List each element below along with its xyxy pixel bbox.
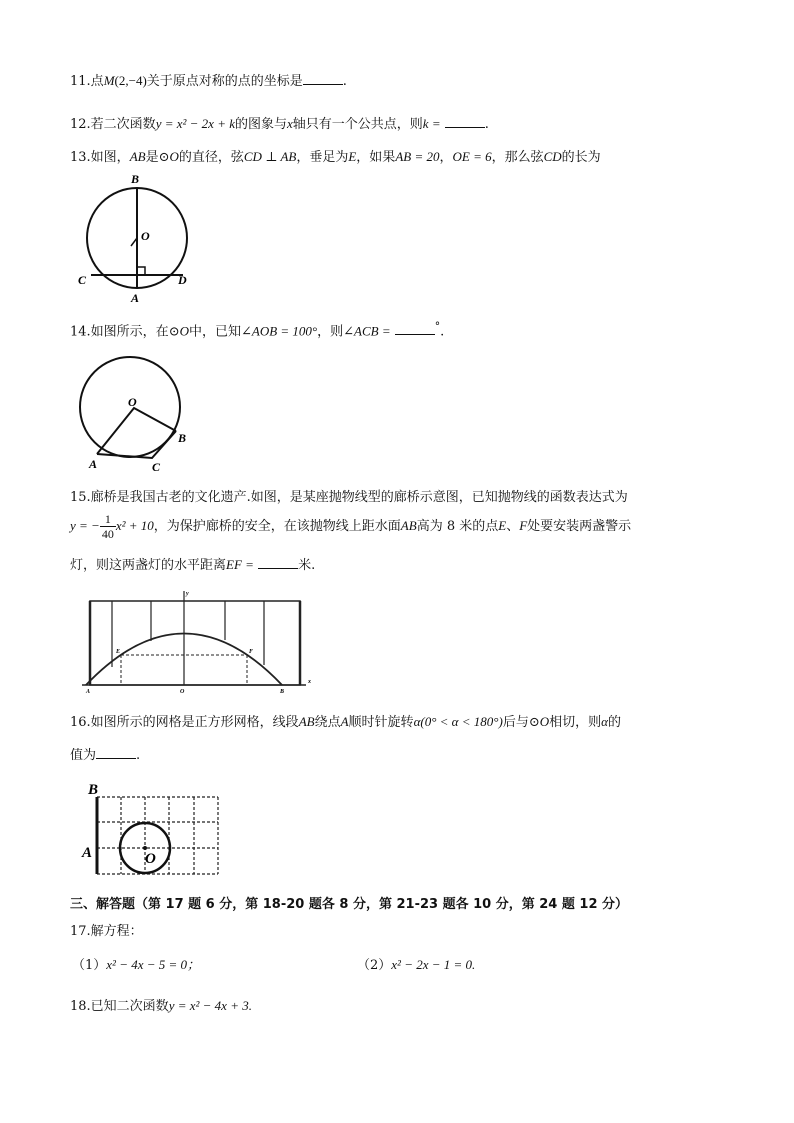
q15-t2: 高为 8 米的点 bbox=[416, 519, 499, 534]
q15-f: F bbox=[519, 518, 528, 533]
question-17-part-2 bbox=[357, 956, 475, 975]
fig16-center-point bbox=[143, 846, 147, 850]
fig16-label-b: B bbox=[88, 782, 99, 798]
q13-ab: AB bbox=[129, 149, 146, 164]
q13-t6: ，那么弦 bbox=[491, 150, 544, 165]
q12-mid: 的图象与 bbox=[234, 117, 287, 132]
q13-t3: ，垂足为 bbox=[296, 150, 349, 165]
fig16-grid bbox=[97, 797, 218, 874]
fig13-label-o: O bbox=[141, 229, 150, 243]
figure-14-circle-diagram bbox=[72, 350, 202, 475]
q11-text: 关于原点对称的点的坐标是 bbox=[146, 74, 303, 89]
q16-alpha-range: α(0° < α < 180°) bbox=[413, 714, 503, 729]
section-3-heading: 三、解答题（第 17 题 6 分，第 18-20 题各 8 分，第 21-23 题各 10 分，第 24 题 12 分） bbox=[70, 897, 629, 912]
q14-angle-acb: ∠ACB = bbox=[343, 323, 391, 339]
q15-t4: 处要安装两盏警示 bbox=[527, 519, 632, 534]
q14-circle: ⊙O bbox=[168, 323, 189, 339]
q13-t4: ，如果 bbox=[356, 150, 396, 165]
q16-answer-blank[interactable] bbox=[96, 746, 136, 759]
fig15-label-y: y bbox=[186, 591, 189, 597]
q16-ab: AB bbox=[298, 714, 315, 729]
q12-text: 轴只有一个公共点，则 bbox=[292, 117, 423, 132]
q13-prefix: 13.如图， bbox=[70, 150, 130, 165]
fig14-chords bbox=[97, 431, 176, 458]
q12-answer-blank[interactable] bbox=[445, 115, 485, 128]
q11-point: M bbox=[103, 73, 115, 88]
q13-circle: ⊙O bbox=[158, 149, 179, 164]
q14-answer-blank[interactable] bbox=[395, 322, 435, 335]
q16-t2: 顺时针旋转 bbox=[348, 715, 414, 730]
q15-ef: EF = bbox=[226, 557, 254, 572]
fig14-label-a: A bbox=[89, 457, 98, 471]
q12-end: . bbox=[484, 117, 489, 132]
q12-x: x bbox=[287, 116, 293, 131]
q15-answer-blank[interactable] bbox=[258, 556, 298, 569]
fig15-label-o: O bbox=[180, 689, 185, 695]
q15-fraction bbox=[100, 512, 116, 541]
question-14 bbox=[70, 318, 444, 341]
q17-p2-equation: x² − 2x − 1 = 0. bbox=[391, 957, 476, 972]
q16-t3: 后与 bbox=[502, 715, 529, 730]
q12-k: k = bbox=[422, 116, 441, 131]
figure-15-bridge-diagram bbox=[78, 585, 318, 695]
q14-t2: ，则 bbox=[317, 324, 344, 340]
q16-t4: 相切，则 bbox=[549, 715, 602, 730]
q18-prefix: 18.已知二次函数 bbox=[70, 999, 169, 1014]
q15-numerator: 1 bbox=[100, 512, 116, 527]
q11-answer-blank[interactable] bbox=[303, 72, 343, 85]
question-16-line-1 bbox=[70, 713, 621, 732]
fig14-label-o: O bbox=[128, 395, 137, 409]
q13-t1: 是 bbox=[145, 150, 159, 165]
question-16-line-2 bbox=[70, 746, 140, 765]
q16-line2: 值为 bbox=[70, 748, 97, 763]
fig13-label-c: C bbox=[78, 273, 87, 287]
q14-prefix: 14.如图所示，在 bbox=[70, 324, 169, 340]
q16-t1: 绕点 bbox=[314, 715, 341, 730]
q17-p2-label: （2） bbox=[357, 958, 392, 973]
fig14-label-c: C bbox=[152, 460, 161, 474]
q15-t1: ，为保护廊桥的安全，在该抛物线上距水面 bbox=[153, 519, 401, 534]
fig13-label-a: A bbox=[131, 291, 140, 305]
fig15-label-a: A bbox=[86, 689, 91, 695]
q13-ab-value: AB = 20 bbox=[395, 149, 440, 164]
question-15-line-2 bbox=[70, 512, 631, 541]
q16-circle: ⊙O bbox=[528, 714, 550, 729]
question-18 bbox=[70, 997, 252, 1016]
q14-angle-aob: ∠AOB = 100° bbox=[240, 323, 318, 339]
q14-degree: ° bbox=[434, 320, 441, 333]
q16-t5: 的 bbox=[607, 715, 621, 730]
figure-13-circle-diagram bbox=[75, 168, 205, 308]
question-17-title: 17.解方程： bbox=[70, 924, 143, 939]
q15-y: y = − bbox=[70, 518, 100, 533]
q11-prefix: 11.点 bbox=[70, 74, 104, 89]
q15-t3: 、 bbox=[506, 519, 520, 534]
question-13 bbox=[70, 148, 601, 167]
q11-coord: (2,−4) bbox=[114, 73, 147, 88]
fig13-label-d: D bbox=[178, 273, 187, 287]
q16-end: . bbox=[136, 748, 141, 763]
q13-t5: ， bbox=[439, 150, 453, 165]
q14-t1: 中，已知 bbox=[188, 324, 241, 340]
fig15-label-e: E bbox=[116, 649, 121, 655]
q17-p1-label: （1） bbox=[72, 958, 107, 973]
q13-t7: 的长为 bbox=[561, 150, 601, 165]
fig13-right-angle-mark bbox=[137, 267, 145, 275]
question-17-part-1 bbox=[72, 956, 200, 975]
q12-function: y = x² − 2x + k bbox=[155, 116, 235, 131]
q15-x2: x² + 10 bbox=[115, 518, 154, 533]
q13-e: E bbox=[348, 149, 357, 164]
q17-p1-equation: x² − 4x − 5 = 0； bbox=[106, 957, 201, 972]
q15-e: E bbox=[498, 518, 507, 533]
q15-line3b: 米. bbox=[298, 558, 316, 573]
question-15-line-1 bbox=[70, 489, 628, 507]
question-15-line-3 bbox=[70, 556, 315, 575]
q13-oe-value: OE = 6 bbox=[452, 149, 492, 164]
q16-prefix: 16.如图所示的网格是正方形网格，线段 bbox=[70, 715, 299, 730]
fig14-label-b: B bbox=[178, 431, 187, 445]
fig15-label-b: B bbox=[280, 689, 285, 695]
q16-alpha: α bbox=[601, 714, 608, 729]
q13-cd: CD bbox=[543, 149, 562, 164]
q15-line3a: 灯，则这两盏灯的水平距离 bbox=[70, 558, 227, 573]
q18-function: y = x² − 4x + 3. bbox=[168, 998, 252, 1013]
q14-end: . bbox=[440, 324, 445, 340]
q11-end: . bbox=[342, 74, 347, 89]
q15-denominator: 40 bbox=[101, 527, 114, 541]
fig14-radii bbox=[97, 408, 176, 454]
fig15-label-x: x bbox=[308, 679, 311, 685]
q15-line1: 15.廊桥是我国古老的文化遗产.如图，是某座抛物线型的廊桥示意图，已知抛物线的函数表达式为 bbox=[70, 490, 628, 505]
fig16-label-a: A bbox=[82, 845, 93, 861]
fig15-label-f: F bbox=[249, 649, 254, 655]
q16-a: A bbox=[340, 714, 349, 729]
q12-prefix: 12.若二次函数 bbox=[70, 117, 156, 132]
figure-16-grid-diagram bbox=[78, 778, 238, 878]
question-12 bbox=[70, 115, 489, 134]
q15-ab: AB bbox=[400, 518, 417, 533]
question-11 bbox=[70, 72, 347, 91]
q13-cd-perp: CD ⊥ AB bbox=[243, 149, 297, 164]
fig16-label-o: O bbox=[145, 851, 156, 867]
q13-t2: 的直径，弦 bbox=[178, 150, 244, 165]
fig13-label-b: B bbox=[131, 172, 140, 186]
